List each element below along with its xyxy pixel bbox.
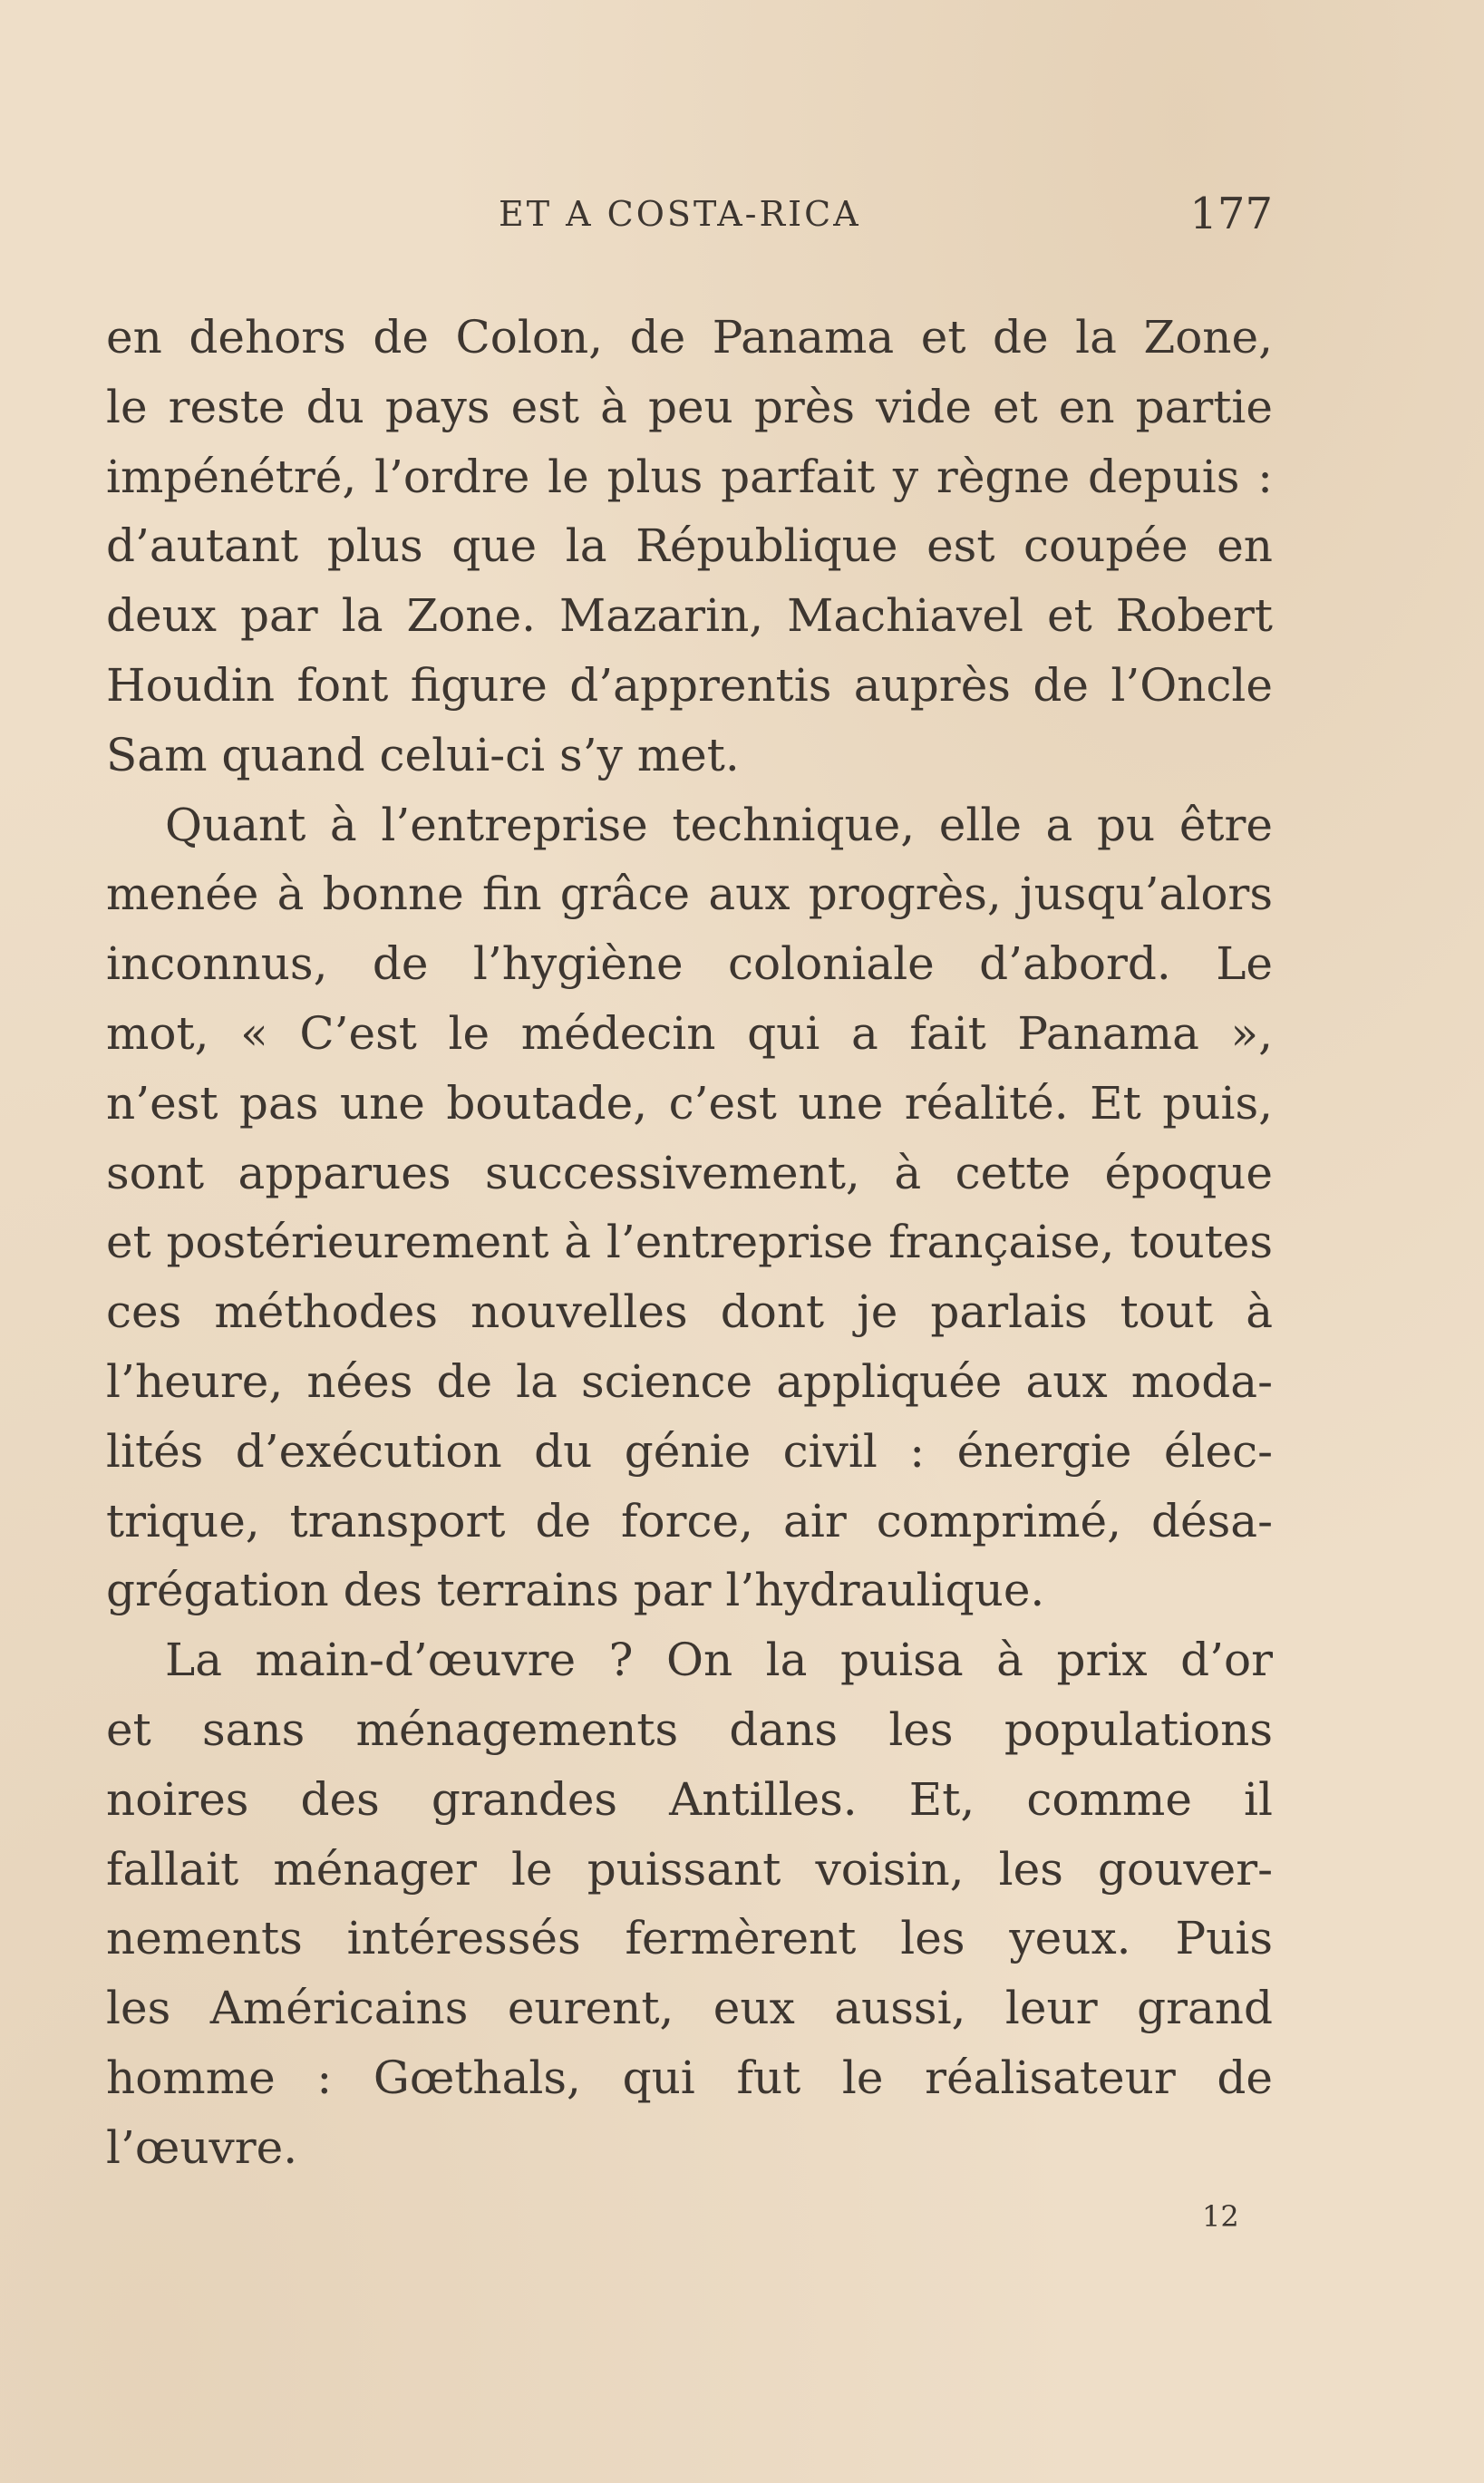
text-line: grégation des terrains par l’hydraulique. <box>106 1564 1045 1617</box>
text-line: et postérieurement à l’entreprise française, toutes <box>106 1216 1273 1269</box>
text-line: nements intéressés fermèrent les yeux. Puis <box>106 1912 1273 1965</box>
text-line: menée à bonne fin grâce aux progrès, jusqu’alors <box>106 868 1273 921</box>
text-line: Houdin font figure d’apprentis auprès de l’Oncle <box>106 658 1273 712</box>
text-line: mot, « C’est le médecin qui a fait Panama », <box>106 1006 1273 1060</box>
signature-mark: 12 <box>1202 2199 1239 2234</box>
text-line: lités d’exécution du génie civil : énergie élec- <box>106 1424 1273 1478</box>
text-line: Sam quand celui-ci s’y met. <box>106 728 740 781</box>
text-line: fallait ménager le puissant voisin, les gouver- <box>106 1842 1273 1896</box>
body-text <box>106 303 1273 2183</box>
text-line: d’autant plus que la République est coupée en <box>106 519 1273 573</box>
running-head <box>499 189 1273 243</box>
text-line: le reste du pays est à peu près vide et en partie <box>106 380 1273 433</box>
text-line: et sans ménagements dans les populations <box>106 1702 1273 1756</box>
text-line: homme : Gœthals, qui fut le réalisateur de <box>106 2051 1273 2104</box>
text-line: impénétré, l’ordre le plus parfait y règne depuis : <box>106 450 1273 503</box>
text-line: sont apparues successivement, à cette époque <box>106 1146 1273 1199</box>
page-number: 177 <box>1189 189 1273 239</box>
text-line: La main-d’œuvre ? On la puisa à prix d’or <box>165 1634 1273 1687</box>
text-line: les Américains eurent, eux aussi, leur grand <box>106 1982 1273 2035</box>
text-line: en dehors de Colon, de Panama et de la Zone, <box>106 311 1273 364</box>
text-line: noires des grandes Antilles. Et, comme il <box>106 1772 1273 1826</box>
text-line: trique, transport de force, air comprimé, désa- <box>106 1494 1273 1547</box>
text-line: deux par la Zone. Mazarin, Machiavel et Robert <box>106 589 1273 643</box>
text-line: inconnus, de l’hygiène coloniale d’abord. Le <box>106 937 1273 991</box>
text-line: Quant à l’entreprise technique, elle a pu être <box>165 798 1273 851</box>
text-line: l’œuvre. <box>106 2120 298 2174</box>
running-title: ET A COSTA-RICA <box>499 194 861 234</box>
text-line: l’heure, nées de la science appliquée aux moda- <box>106 1354 1273 1408</box>
text-line: n’est pas une boutade, c’est une réalité. Et puis, <box>106 1076 1273 1130</box>
text-line: ces méthodes nouvelles dont je parlais tout à <box>106 1285 1273 1339</box>
